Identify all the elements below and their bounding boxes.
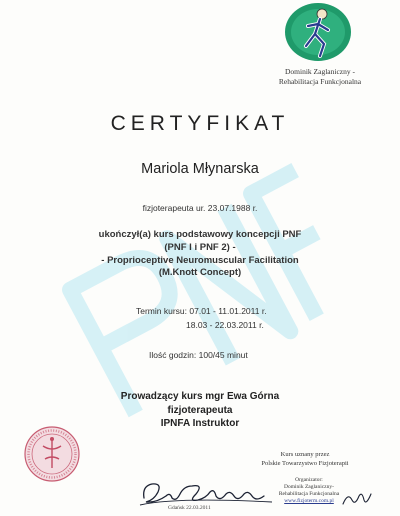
course-line-1: ukończył(a) kurs podstawowy koncepcji PNF bbox=[98, 229, 302, 240]
accreditation-line-2: Polskie Towarzystwo Fizjoterapii bbox=[261, 459, 349, 467]
accreditation-note bbox=[230, 451, 380, 468]
course-term-1: Termin kursu: 07.01 - 11.01.2011 r. bbox=[136, 306, 267, 316]
organizer-line-1: Dominik Zaglaniczny- bbox=[284, 484, 334, 490]
instructor-line-2: fizjoterapeuta bbox=[167, 404, 233, 416]
course-line-4: (M.Knott Concept) bbox=[158, 267, 242, 279]
org-line-1: Dominik Zaglaniczny - bbox=[285, 67, 355, 76]
recipient-name: Mariola Młynarska bbox=[141, 161, 259, 177]
accreditation-line-1: Kurs uznany przez bbox=[280, 451, 330, 458]
course-line-2: (PNF I i PNF 2) - bbox=[164, 241, 236, 253]
place-and-date: Gdańsk 22.03.2011 bbox=[168, 505, 211, 511]
instructor-line-1: Prowadzący kurs mgr Ewa Górna bbox=[120, 391, 280, 402]
course-term-2: 18.03 - 22.03.2011 r. bbox=[186, 320, 264, 330]
runner-logo-icon bbox=[282, 2, 354, 64]
organization-header bbox=[250, 67, 390, 87]
certificate-title: CERTYFIKAT bbox=[110, 112, 290, 135]
instructor-block bbox=[90, 390, 310, 431]
org-line-2: Rehabilitacja Funkcjonalna bbox=[278, 77, 362, 86]
course-description bbox=[60, 229, 340, 280]
organizer-label: Organizator: bbox=[295, 477, 323, 483]
instructor-line-3: IPNFA Instruktor bbox=[160, 418, 240, 429]
course-hours: Ilość godzin: 100/45 minut bbox=[149, 350, 248, 360]
official-seal-icon bbox=[23, 425, 81, 483]
organizer-line-2: Rehabilitacja Funkcjonalna bbox=[278, 491, 340, 497]
birth-info: fizjoterapeuta ur. 23.07.1988 r. bbox=[142, 203, 258, 213]
organizer-website-link[interactable]: www.fizjoterm.com.pl bbox=[284, 498, 334, 504]
organizer-signature bbox=[340, 488, 374, 510]
course-line-3: - Proprioceptive Neuromuscular Facilitation bbox=[101, 254, 299, 266]
